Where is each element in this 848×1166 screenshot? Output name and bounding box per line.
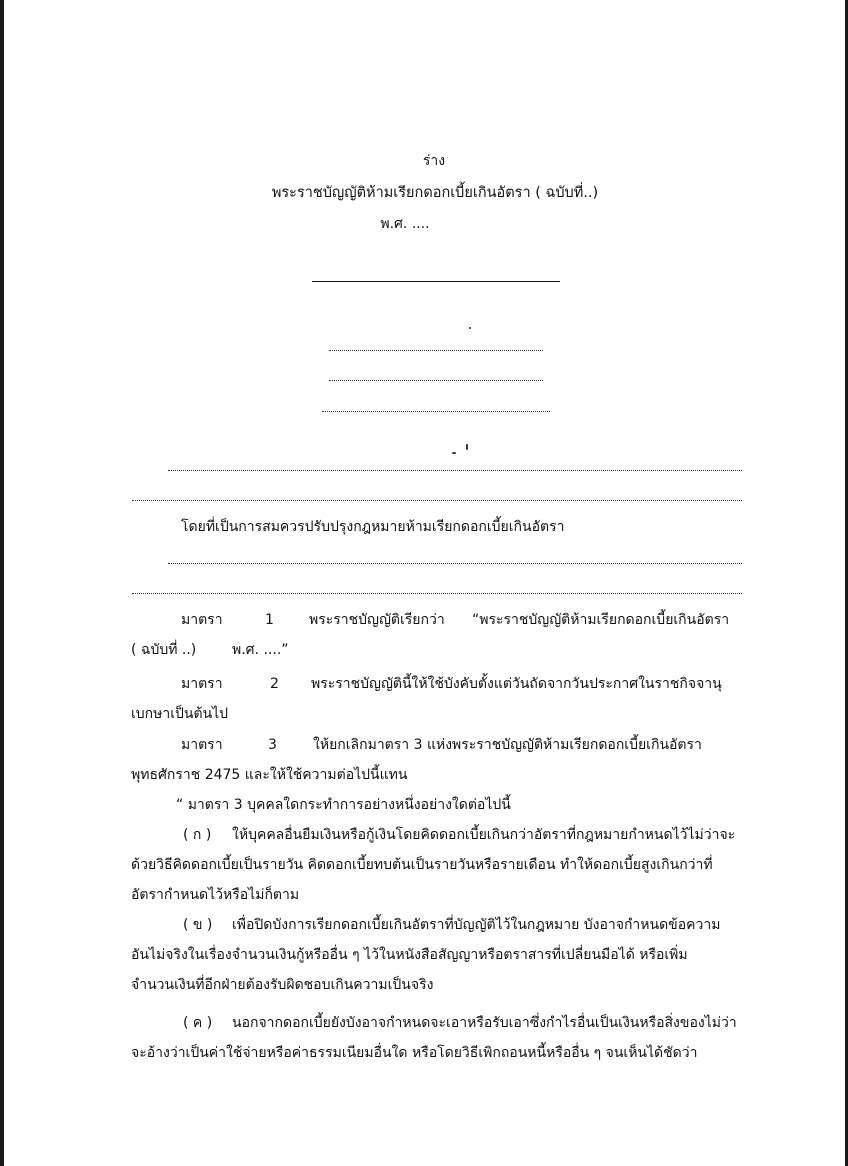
section-1-label: มาตรา — [181, 612, 223, 628]
section-2-line-2: เบกษาเป็นต้นไป — [131, 706, 229, 722]
section-1-quote: “พระราชบัญญัติห้ามเรียกดอกเบี้ยเกินอัตรา — [472, 612, 730, 628]
clause-c-line-2: จะอ้างว่าเป็นค่าใช้จ่ายหรือค่าธรรมเนียมอื่นใด หรือโดยวิธีเพิกถอนหนี้หรืออื่น ๆ จนเห็นได้ชัดว่า — [131, 1045, 698, 1061]
section-3-number: 3 — [268, 737, 277, 753]
draft-label: ร่าง — [422, 153, 446, 169]
clause-b-line-1: เพื่อปิดบังการเรียกดอกเบี้ยเกินอัตราที่บัญญัติไว้ในกฎหมาย บังอาจกำหนดข้อความ — [232, 917, 721, 933]
title-underline — [312, 281, 560, 282]
scan-speck — [466, 444, 468, 450]
scan-border-left — [0, 0, 4, 1166]
new-section-heading: “ มาตรา 3 บุคคลใดกระทำการอย่างหนึ่งอย่างใดต่อไปนี้ — [176, 797, 511, 813]
section-2-line-1: พระราชบัญญัตินี้ให้ใช้บังคับตั้งแต่วันถัดจากวันประกาศในราชกิจจานุ — [311, 676, 722, 692]
clause-c-line-1: นอกจากดอกเบี้ยยังบังอาจกำหนดจะเอาหรือรับเอาซึ่งกำไรอื่นเป็นเงินหรือสิ่งของไม่ว่า — [232, 1015, 737, 1031]
document-title: พระราชบัญญัติห้ามเรียกดอกเบี้ยเกินอัตรา ( ฉบับที่..) — [271, 185, 599, 201]
section-3-label: มาตรา — [181, 737, 223, 753]
blank-line-7 — [132, 593, 742, 594]
blank-line-6 — [168, 563, 742, 564]
scan-speck — [452, 452, 456, 454]
section-3-line-2: พุทธศักราช 2475 และให้ใช้ความต่อไปนี้แทน — [131, 767, 408, 783]
section-2-label: มาตรา — [181, 676, 223, 692]
section-1-number: 1 — [265, 612, 274, 628]
blank-line-4 — [168, 470, 742, 471]
blank-line-5 — [132, 500, 742, 501]
clause-a-line-2: ด้วยวิธีคิดดอกเบี้ยเป็นรายวัน คิดดอกเบี้ยทบต้นเป็นรายวันหรือรายเดือน ทำให้ดอกเบี้ยสูงเกินกว่าที่ — [131, 857, 713, 873]
section-2-number: 2 — [270, 676, 279, 692]
clause-c-label: ( ค ) — [183, 1015, 213, 1031]
section-1-year: พ.ศ. ....” — [232, 642, 289, 658]
blank-line-3 — [322, 411, 550, 412]
clause-b-line-2: อันไม่จริงในเรื่องจำนวนเงินกู้หรืออื่น ๆ ไว้ในหนังสือสัญญาหรือตราสารที่เปลี่ยนมือได้ หรือเพิ่ม — [131, 947, 688, 963]
clause-a-line-3: อัตรากำหนดไว้หรือไม่ก็ตาม — [131, 887, 300, 903]
blank-line-2 — [329, 380, 543, 381]
preamble-text: โดยที่เป็นการสมควรปรับปรุงกฎหมายห้ามเรียกดอกเบี้ยเกินอัตรา — [181, 519, 565, 535]
section-3-line-1: ให้ยกเลิกมาตรา 3 แห่งพระราชบัญญัติห้ามเรียกดอกเบี้ยเกินอัตรา — [313, 737, 702, 753]
section-1-text: พระราชบัญญัติเรียกว่า — [309, 612, 445, 628]
blank-line-1 — [329, 350, 543, 351]
clause-b-line-3: จำนวนเงินที่อีกฝ่ายต้องรับผิดชอบเกินความเป็นจริง — [131, 977, 434, 993]
scan-speck — [469, 327, 471, 329]
section-1-edition: ( ฉบับที่ ..) — [131, 642, 197, 658]
clause-a-line-1: ให้บุคคลอื่นยืมเงินหรือกู้เงินโดยคิดดอกเบี้ยเกินกว่าอัตราที่กฎหมายกำหนดไว้ไม่ว่าจะ — [232, 827, 736, 843]
clause-a-label: ( ก ) — [183, 827, 212, 843]
document-year: พ.ศ. .... — [380, 216, 430, 232]
clause-b-label: ( ข ) — [183, 917, 213, 933]
